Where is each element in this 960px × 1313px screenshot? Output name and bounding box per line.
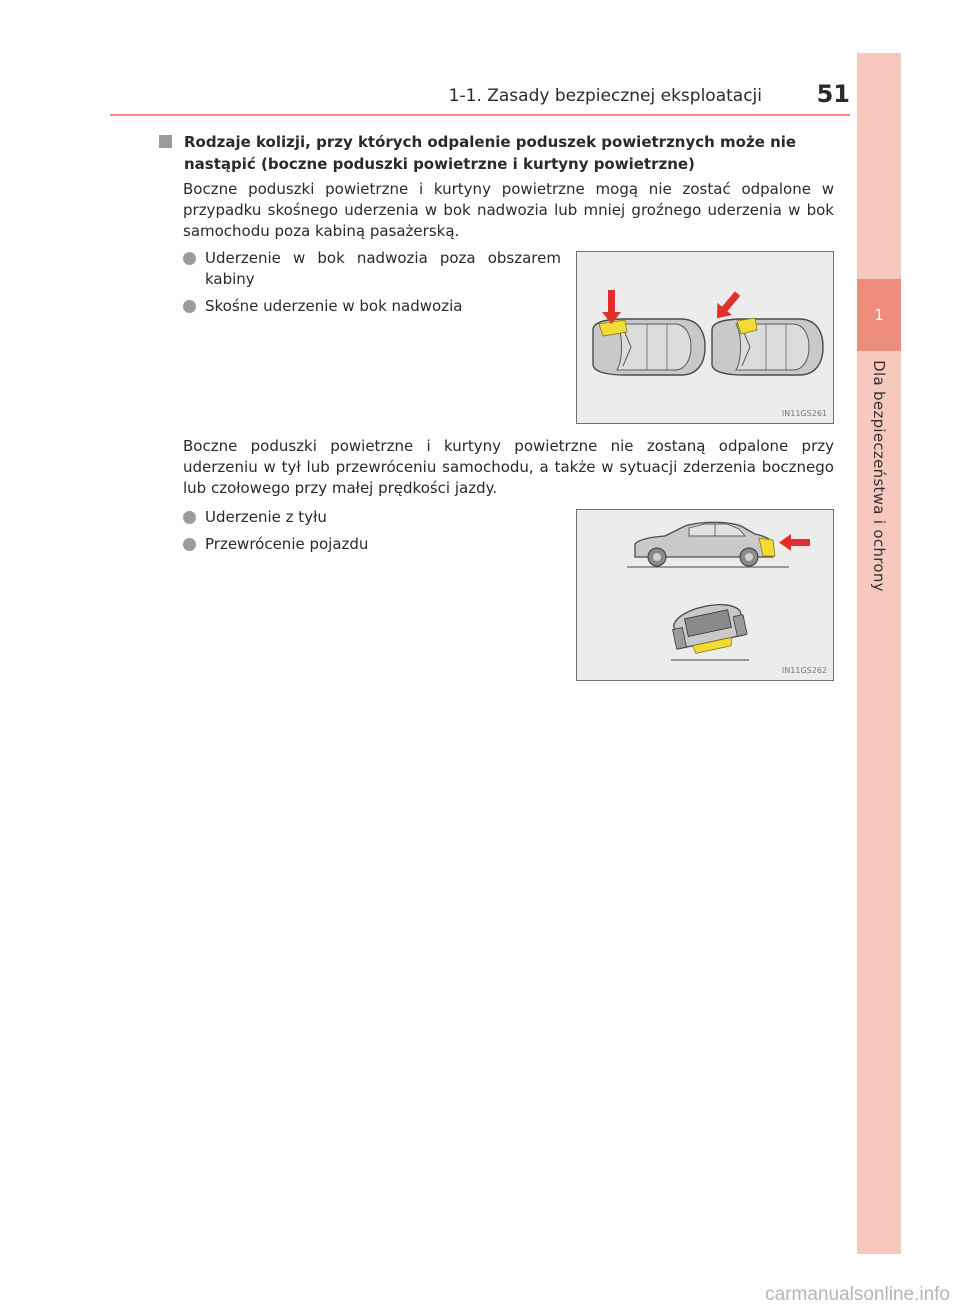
list-item-text: Przewrócenie pojazdu [205,535,369,553]
rear-rollover-illustration [577,510,833,680]
rear-impact-arrow [779,534,810,551]
bullet-dot-icon [183,252,196,265]
car-top-view-right [712,318,823,375]
chapter-title: Dla bezpieczeństwa i ochrony [870,360,888,592]
section-title: 1-1. Zasady bezpiecznej eksploatacji [448,86,762,106]
chapter-side-tab [857,53,901,1254]
figure-side-impacts [576,251,834,424]
page-number: 51 [816,80,850,108]
car-top-view-left [593,319,705,375]
list-item-text: Uderzenie z tyłu [205,508,327,526]
bullet-dot-icon [183,300,196,313]
bullet-dot-icon [183,538,196,551]
chapter-number-tab [857,279,901,351]
side-impact-illustration [577,252,833,423]
section-heading-text: Rodzaje kolizji, przy których odpalenie poduszek powietrznych może nie nastąpić (boczne poduszki powietrzne i kurtyny powietrzne) [184,133,797,173]
car-side-view [627,522,789,567]
figure-code: IN11GS261 [781,409,827,418]
section-heading [159,131,839,175]
list-item-text: Skośne uderzenie w bok nadwozia [205,297,463,315]
list-item-text: Uderzenie w bok nadwozia poza obszarem kabiny [205,249,561,288]
figure-code: IN11GS262 [781,666,827,675]
list-item [183,534,563,555]
paragraph-side-impact: Boczne poduszki powietrzne i kurtyny powietrzne mogą nie zostać odpalone w przypadku skośnego uderzenia w bok nadwozia lub mniej groźnego uderzenia w bok samochodu poza kabiną pasażerską. [183,180,834,240]
chapter-number: 1 [874,306,884,324]
rollover-car [669,599,749,660]
list-item [183,248,561,290]
list-item [183,296,563,317]
watermark: carmanualsonline.info [765,1284,950,1305]
header-rule [110,114,850,116]
bullet-dot-icon [183,511,196,524]
figure-rear-and-rollover [576,509,834,681]
list-item [183,507,563,528]
paragraph-no-deploy: Boczne poduszki powietrzne i kurtyny powietrzne nie zostaną odpalone przy uderzeniu w tył lub przewróceniu samochodu, a także w sytuacji zderzenia bocznego lub czołowego przy małej prędkości jazdy. [183,437,834,497]
